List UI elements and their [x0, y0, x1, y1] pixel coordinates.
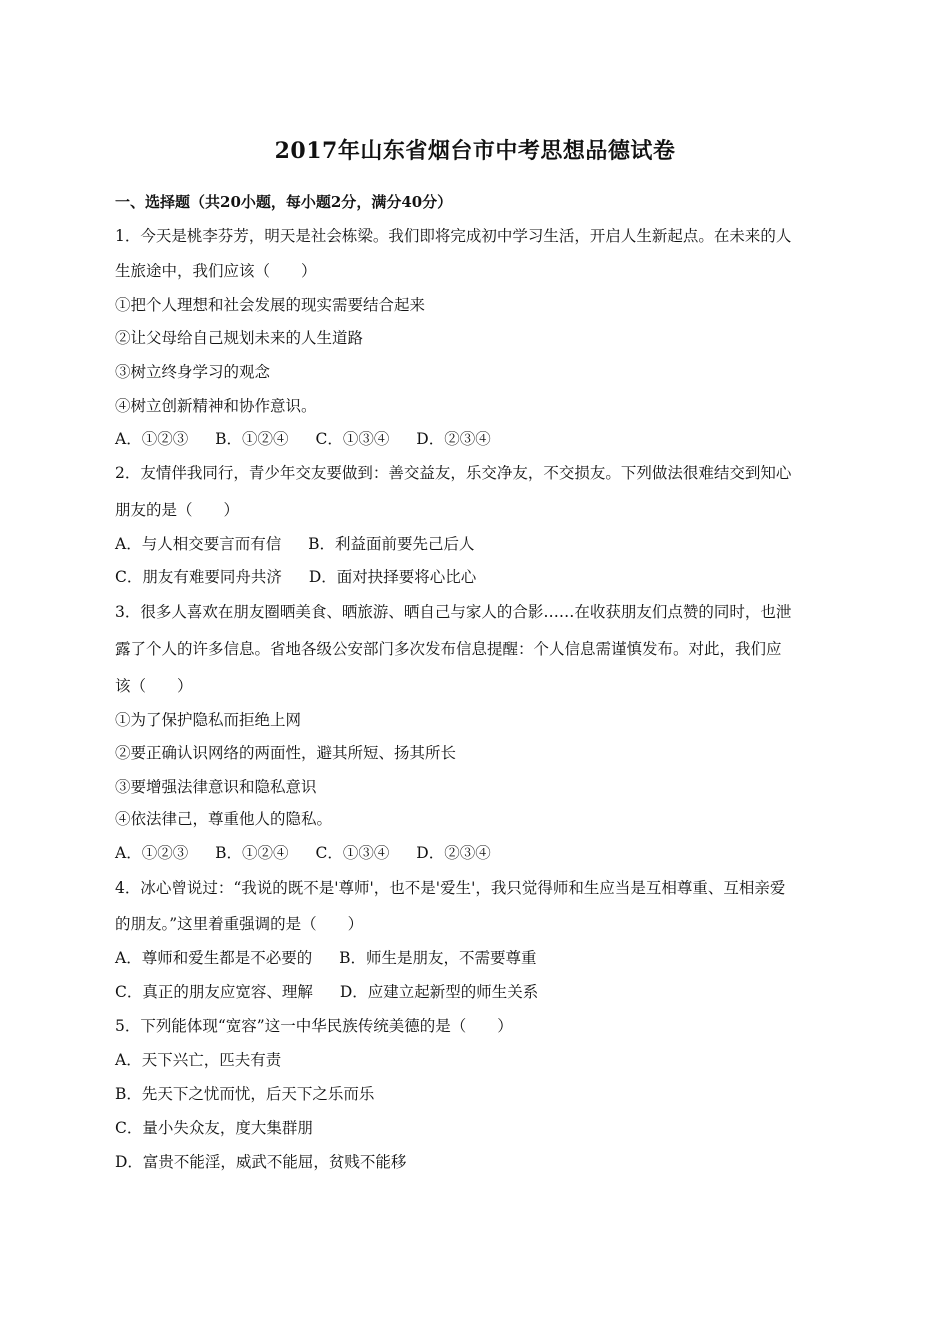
section-heading: 一、选择题（共20小题，每小题2分，满分40分）	[115, 193, 453, 211]
question-1-option-d[interactable]: D．②③④	[416, 430, 491, 448]
question-2-stem-line-1: 2．友情伴我同行，青少年交友要做到：善交益友，乐交净友，不交损友。下列做法很难结交到知心	[115, 464, 792, 482]
question-1-item-4: ④树立创新精神和协作意识。	[115, 397, 317, 415]
question-1-option-a[interactable]: A．①②③	[115, 430, 189, 448]
question-3-stem-line-3: 该（ ）	[115, 677, 193, 695]
question-4-stem-line-1: 4．冰心曾说过：“我说的既不是'尊师'，也不是'爱生'，我只觉得师和生应当是互相尊重、互相亲爱	[115, 879, 786, 897]
question-2-option-b[interactable]: B．利益面前要先己后人	[308, 535, 475, 553]
question-5-option-a[interactable]: A．天下兴亡，匹夫有责	[115, 1051, 282, 1069]
question-3-option-d[interactable]: D．②③④	[416, 844, 491, 862]
question-2-option-a[interactable]: A．与人相交要言而有信	[115, 535, 282, 553]
question-5-stem: 5．下列能体现“宽容”这一中华民族传统美德的是（ ）	[115, 1017, 513, 1035]
question-5-option-c[interactable]: C．量小失众友，度大集群朋	[115, 1119, 313, 1137]
question-1-stem-line-1: 1．今天是桃李芬芳，明天是社会栋梁。我们即将完成初中学习生活，开启人生新起点。在未来的人	[115, 227, 792, 245]
question-3-item-2: ②要正确认识网络的两面性，避其所短、扬其所长	[115, 744, 457, 762]
question-2-option-d[interactable]: D．面对抉择要将心比心	[308, 568, 477, 586]
question-4-option-c[interactable]: C．真正的朋友应宽容、理解	[115, 983, 313, 1001]
question-1-stem-line-2: 生旅途中，我们应该（ ）	[115, 262, 317, 280]
question-4-stem-line-2: 的朋友。”这里着重强调的是（ ）	[115, 915, 364, 933]
question-3-option-a[interactable]: A．①②③	[115, 844, 189, 862]
question-2-option-c[interactable]: C．朋友有难要同舟共济	[115, 568, 282, 586]
question-1-option-b[interactable]: B．①②④	[215, 430, 289, 448]
question-3-item-1: ①为了保护隐私而拒绝上网	[115, 711, 302, 729]
question-1-item-3: ③树立终身学习的观念	[115, 363, 271, 381]
question-3-options	[115, 843, 845, 863]
question-3-option-c[interactable]: C．①③④	[315, 844, 390, 862]
question-2-options-row-2	[115, 567, 845, 587]
question-1-item-1: ①把个人理想和社会发展的现实需要结合起来	[115, 296, 426, 314]
question-2-options-row-1	[115, 534, 845, 554]
question-2-stem-line-2: 朋友的是（ ）	[115, 501, 240, 519]
question-3-item-3: ③要增强法律意识和隐私意识	[115, 778, 317, 796]
question-4-option-d[interactable]: D．应建立起新型的师生关系	[339, 983, 539, 1001]
question-1-option-c[interactable]: C．①③④	[315, 430, 390, 448]
question-4-options-row-2	[115, 982, 845, 1002]
question-3-item-4: ④依法律己，尊重他人的隐私。	[115, 810, 333, 828]
question-5-option-d[interactable]: D．富贵不能淫，威武不能屈，贫贱不能移	[115, 1153, 407, 1171]
question-3-stem-line-2: 露了个人的许多信息。省地各级公安部门多次发布信息提醒：个人信息需谨慎发布。对此，我们应	[115, 640, 782, 658]
question-3-option-b[interactable]: B．①②④	[215, 844, 289, 862]
question-4-options-row-1	[115, 948, 845, 968]
question-3-stem-line-1: 3．很多人喜欢在朋友圈晒美食、晒旅游、晒自己与家人的合影……在收获朋友们点赞的同时，也泄	[115, 603, 792, 621]
question-4-option-b[interactable]: B．师生是朋友，不需要尊重	[339, 949, 537, 967]
question-1-options	[115, 429, 845, 449]
question-5-option-b[interactable]: B．先天下之忧而忧，后天下之乐而乐	[115, 1085, 375, 1103]
question-1-item-2: ②让父母给自己规划未来的人生道路	[115, 329, 364, 347]
question-4-option-a[interactable]: A．尊师和爱生都是不必要的	[115, 949, 313, 967]
page-title: 2017年山东省烟台市中考思想品德试卷	[274, 138, 676, 164]
